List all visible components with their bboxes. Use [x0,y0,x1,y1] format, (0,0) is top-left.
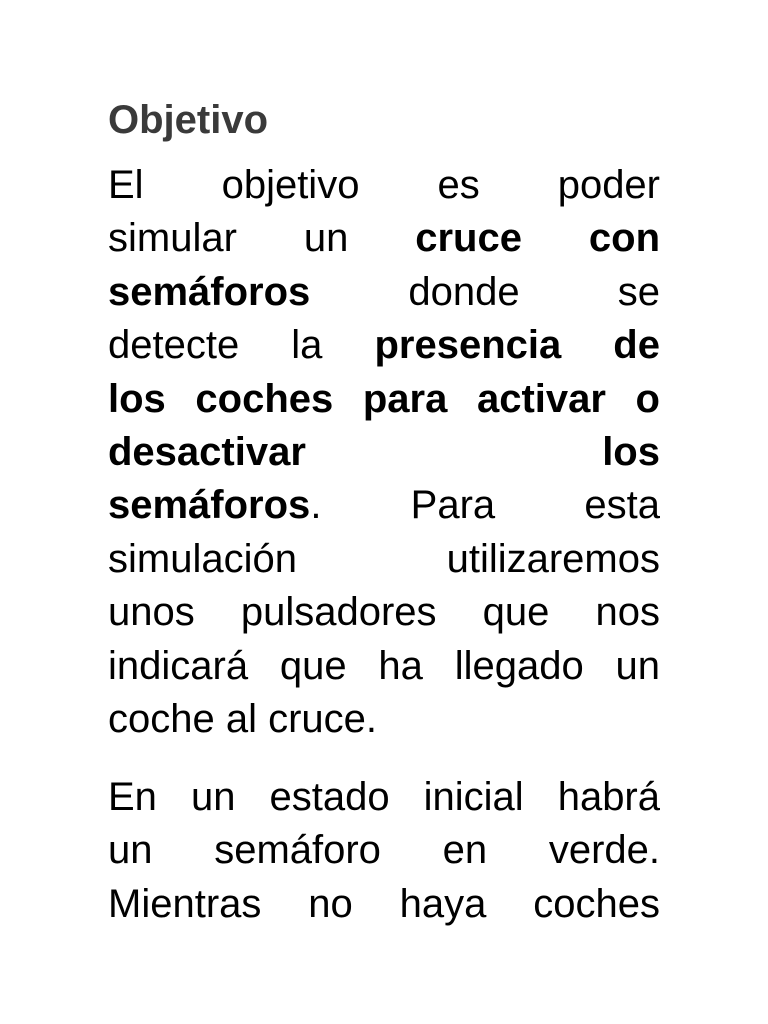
bold-text: los coches para activar o [108,376,660,421]
document-page [108,0,660,1024]
text-run: detecte la [108,323,375,368]
text-run: Mientras no haya coches [108,881,660,926]
text-run: El objetivo es poder [108,163,660,207]
text-line [108,771,660,824]
text-run: . Para esta [310,483,660,528]
text-line [108,266,660,319]
paragraph-objective [108,159,660,746]
bold-text: semáforos [108,269,311,314]
text-line [108,319,660,372]
text-run: simulación utilizaremos [108,536,660,581]
bold-text: semáforos [108,483,311,528]
bold-text: desactivar los [108,430,660,475]
text-line [108,479,660,532]
bold-text: presencia de [374,323,660,368]
text-line [108,878,660,931]
text-run: donde se [310,269,660,314]
text-line [108,586,660,639]
text-run: un semáforo en verde. [108,828,660,873]
text-line [108,693,660,746]
bold-text: cruce con [415,216,660,261]
text-run: unos pulsadores que nos [108,590,660,635]
text-line [108,533,660,586]
paragraph-initial-state [108,771,660,931]
section-heading: Objetivo [108,98,269,142]
text-line [108,824,660,877]
text-run: simular un [108,216,416,261]
text-line [108,373,660,426]
text-line [108,426,660,479]
text-line [108,212,660,265]
text-line [108,640,660,693]
text-run: coche al cruce. [108,697,378,742]
text-run: En un estado inicial habrá [108,775,660,819]
text-run: indicará que ha llegado un [108,643,660,688]
text-line [108,159,660,212]
